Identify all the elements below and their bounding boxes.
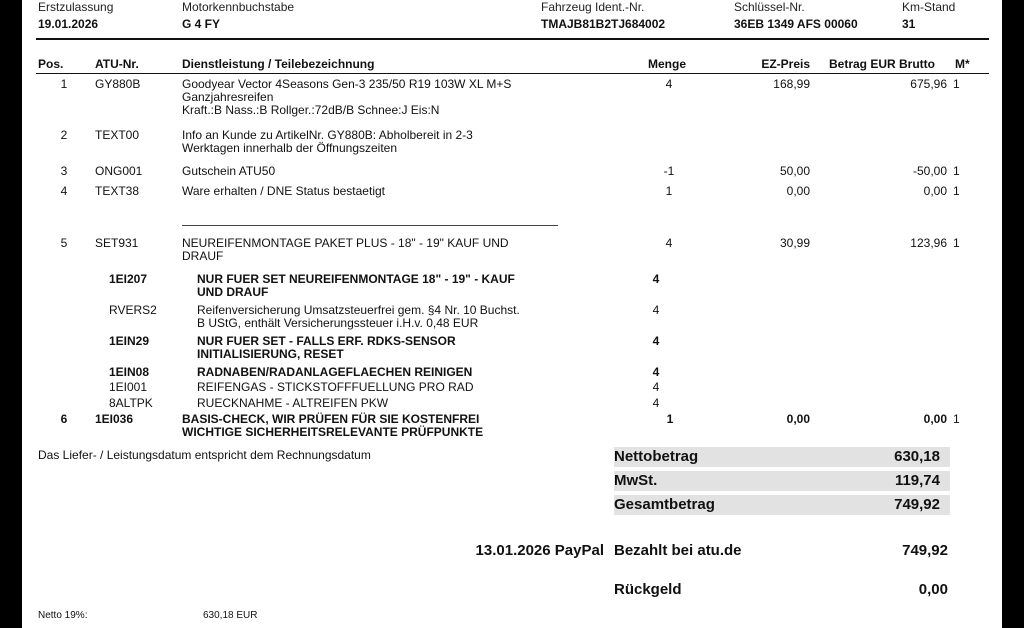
sub-row-code: RVERS2	[109, 303, 157, 317]
sub-row-code: 1EI207	[109, 272, 148, 286]
sub-row-desc-line2: B UStG, enthält Versicherungssteuer i.H.v. 0,48 EUR	[197, 316, 479, 330]
gross-amount-row	[614, 495, 950, 515]
vat-amount-row	[614, 471, 950, 491]
sub-row-code: 8ALTPK	[109, 396, 153, 410]
col-header-total: Betrag EUR Brutto	[829, 57, 936, 71]
row-total: 0,00	[923, 412, 947, 426]
sub-row-desc: NUR FUER SET NEUREIFENMONTAGE 18" - 19" - KAUF	[197, 272, 515, 286]
row-qty: -1	[663, 164, 675, 178]
delivery-date-note: Das Liefer- / Leistungsdatum entspricht dem Rechnungsdatum	[38, 448, 371, 462]
row-unit-price: 0,00	[786, 184, 810, 198]
sub-row-desc: RADNABEN/RADANLAGEFLAECHEN REINIGEN	[197, 365, 473, 379]
sub-row-desc-line2: INITIALISIERUNG, RESET	[197, 347, 344, 361]
row-pos: 4	[60, 184, 68, 198]
row-desc: Gutschein ATU50	[182, 164, 276, 178]
row-desc: Ware erhalten / DNE Status bestaetigt	[182, 184, 385, 198]
net-amount-label: Nettobetrag	[614, 448, 699, 465]
sub-row-desc: Reifenversicherung Umsatzsteuerfrei gem. §4 Nr. 10 Buchst.	[197, 303, 520, 317]
row-pos: 6	[60, 412, 68, 426]
row-total: 675,96	[910, 77, 947, 91]
row-total: -50,00	[912, 164, 947, 178]
change-value: 0,00	[918, 581, 948, 598]
sub-row-qty: 4	[652, 272, 660, 286]
row-vat: 1	[953, 184, 960, 198]
row-desc: Goodyear Vector 4Seasons Gen-3 235/50 R19 103W XL M+S	[182, 77, 512, 91]
row-desc-line2: WICHTIGE SICHERHEITSRELEVANTE PRÜFPUNKTE	[182, 425, 484, 439]
sub-row-code: 1EIN08	[109, 365, 150, 379]
km-label: Km-Stand	[902, 0, 956, 14]
sub-row-code: 1EIN29	[109, 334, 150, 348]
sub-row-code: 1EI001	[109, 380, 148, 394]
separator-line	[182, 225, 558, 226]
row-qty: 4	[665, 236, 673, 250]
row-atu: SET931	[95, 236, 139, 250]
row-qty: 1	[666, 412, 674, 426]
row-desc-line3: Kraft.:B Nass.:B Rollger.:72dB/B Schnee:J Eis:N	[182, 103, 440, 117]
sub-row-desc-line2: UND DRAUF	[197, 285, 269, 299]
row-pos: 1	[60, 77, 68, 91]
invoice-page	[22, 0, 1002, 628]
sub-row-desc: NUR FUER SET - FALLS ERF. RDKS-SENSOR	[197, 334, 456, 348]
paid-label: Bezahlt bei atu.de	[614, 542, 742, 559]
sub-row-desc: RUECKNAHME - ALTREIFEN PKW	[197, 396, 389, 410]
sub-row-desc: REIFENGAS - STICKSTOFFFUELLUNG PRO RAD	[197, 380, 474, 394]
row-unit-price: 168,99	[773, 77, 810, 91]
col-header-desc: Dienstleistung / Teilebezeichnung	[182, 57, 375, 71]
col-header-pos: Pos.	[38, 57, 64, 71]
net-rate-label: Netto 19%:	[38, 610, 88, 621]
row-qty: 1	[665, 184, 673, 198]
row-qty: 4	[665, 77, 673, 91]
key-number-value: 36EB 1349 AFS 00060	[734, 17, 858, 31]
row-desc-line2: Ganzjahresreifen	[182, 90, 274, 104]
row-vat: 1	[953, 77, 960, 91]
vin-value: TMAJB81B2TJ684002	[541, 17, 666, 31]
vat-amount-value: 119,74	[894, 472, 940, 489]
row-vat: 1	[953, 236, 960, 250]
col-header-unit-price: EZ-Preis	[761, 57, 810, 71]
payment-date-method: 13.01.2026 PayPal	[475, 542, 604, 559]
row-atu: 1EI036	[95, 412, 134, 426]
vat-amount-label: MwSt.	[614, 472, 658, 489]
first-registration-value: 19.01.2026	[38, 17, 99, 31]
row-atu: ONG001	[95, 164, 143, 178]
table-header-rule	[36, 73, 989, 74]
row-unit-price: 0,00	[786, 412, 810, 426]
sub-row-qty: 4	[652, 380, 660, 394]
row-pos: 5	[60, 236, 68, 250]
net-amount-row	[614, 447, 950, 467]
row-desc: BASIS-CHECK, WIR PRÜFEN FÜR SIE KOSTENFREI	[182, 412, 480, 426]
header-rule	[36, 38, 989, 40]
row-desc: NEUREIFENMONTAGE PAKET PLUS - 18" - 19" KAUF UND	[182, 236, 509, 250]
change-label: Rückgeld	[614, 581, 682, 598]
gross-amount-label: Gesamtbetrag	[614, 496, 715, 513]
sub-row-qty: 4	[652, 334, 660, 348]
row-total: 123,96	[910, 236, 947, 250]
km-value: 31	[902, 17, 916, 31]
row-pos: 3	[60, 164, 68, 178]
row-pos: 2	[60, 128, 68, 142]
first-registration-label: Erstzulassung	[38, 0, 114, 14]
row-vat: 1	[953, 164, 960, 178]
sub-row-qty: 4	[652, 365, 660, 379]
row-unit-price: 30,99	[779, 236, 810, 250]
col-header-vat: M*	[955, 57, 970, 71]
engine-code-label: Motorkennbuchstabe	[182, 0, 295, 14]
vin-label: Fahrzeug Ident.-Nr.	[541, 0, 645, 14]
row-desc-line2: DRAUF	[182, 249, 224, 263]
row-unit-price: 50,00	[779, 164, 810, 178]
engine-code-value: G 4 FY	[182, 17, 221, 31]
key-number-label: Schlüssel-Nr.	[734, 0, 805, 14]
net-rate-value: 630,18 EUR	[203, 610, 258, 621]
sub-row-qty: 4	[652, 396, 660, 410]
gross-amount-value: 749,92	[894, 496, 940, 513]
row-atu: TEXT00	[95, 128, 140, 142]
col-header-qty: Menge	[648, 57, 687, 71]
row-vat: 1	[953, 412, 960, 426]
row-desc: Info an Kunde zu ArtikelNr. GY880B: Abholbereit in 2-3	[182, 128, 473, 142]
paid-value: 749,92	[902, 542, 948, 559]
row-total: 0,00	[923, 184, 947, 198]
sub-row-qty: 4	[652, 303, 660, 317]
row-atu: GY880B	[95, 77, 141, 91]
row-atu: TEXT38	[95, 184, 140, 198]
col-header-atu: ATU-Nr.	[95, 57, 139, 71]
net-amount-value: 630,18	[894, 448, 940, 465]
row-desc-line2: Werktagen innerhalb der Öffnungszeiten	[182, 141, 398, 155]
